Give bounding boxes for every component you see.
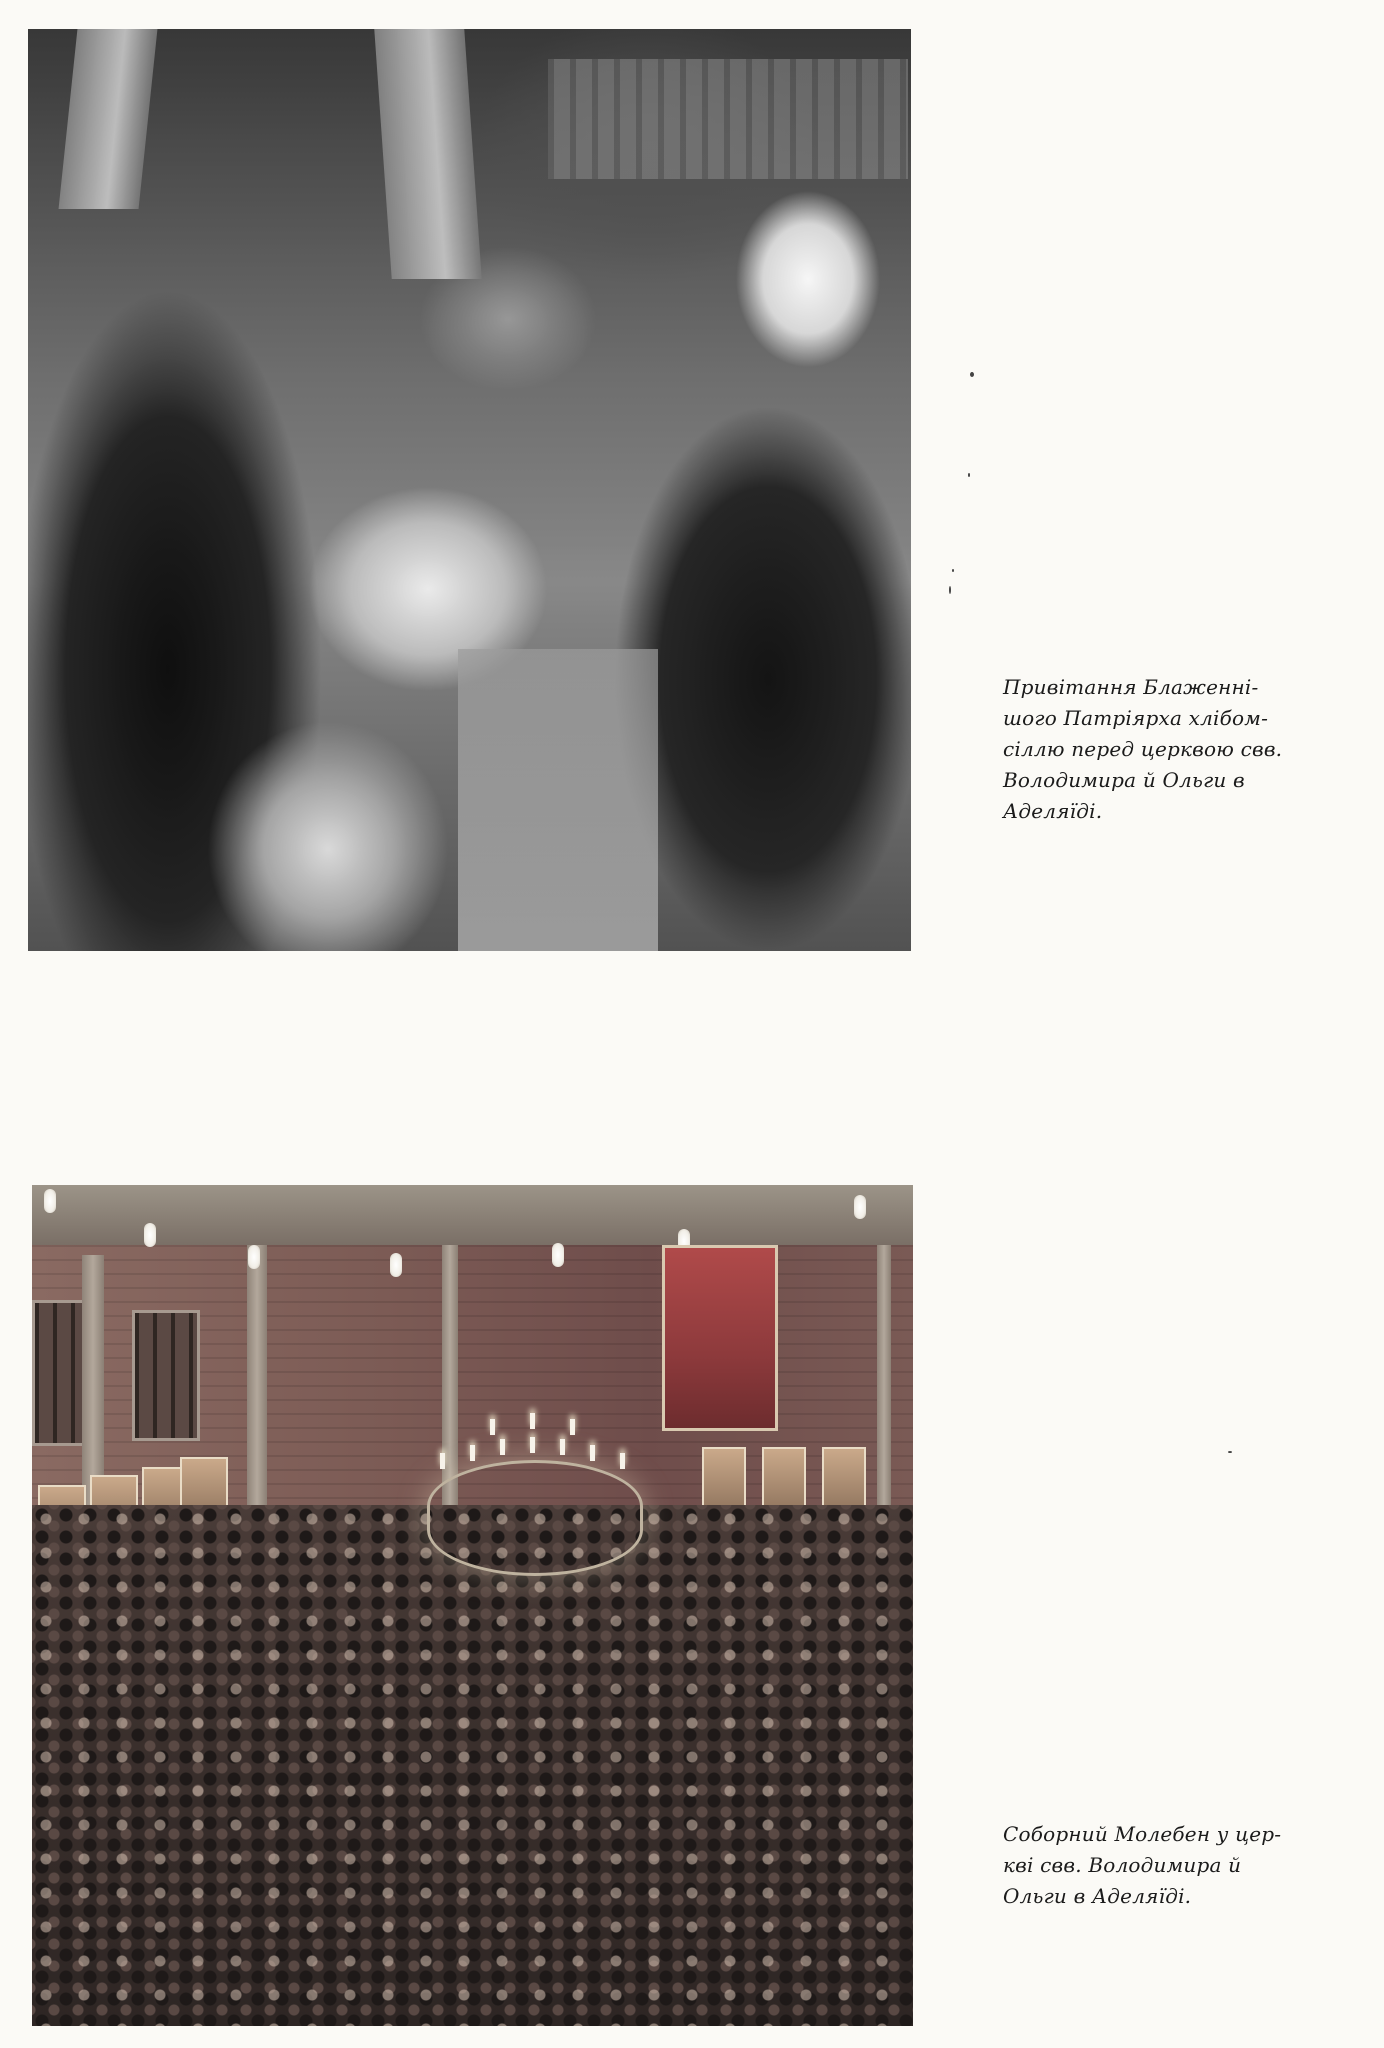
print-speck [952, 569, 954, 572]
photo-window [32, 1300, 86, 1446]
caption-photo-2: Соборний Молебен у цер- кві свв. Володимира й Ольги в Аделяїді. [1003, 1822, 1282, 1908]
photo-ceiling [32, 1185, 913, 1245]
chandelier-candle [560, 1439, 565, 1455]
chandelier-candle [530, 1437, 535, 1453]
photo-flag-left [59, 29, 158, 209]
print-speck [1228, 1451, 1232, 1453]
photo-window [132, 1310, 200, 1441]
photo-altar-icon [662, 1245, 778, 1431]
photo-fence [548, 59, 908, 179]
photo-ground [458, 649, 658, 951]
photo-ceiling-lamp [552, 1243, 564, 1267]
photo-chandelier [427, 1460, 643, 1576]
photo-ceiling-lamp [44, 1189, 56, 1213]
chandelier-candle [490, 1419, 495, 1435]
chandelier-candle [470, 1445, 475, 1461]
caption-photo-1: Привітання Блаженні- шого Патріярха хлібом- сіллю перед церквою свв. Володимира й Ольги в Аделяїді. [1003, 675, 1283, 823]
photo-ceiling-lamp [854, 1195, 866, 1219]
chandelier-candle [440, 1453, 445, 1469]
photo-ceiling-lamp [390, 1253, 402, 1277]
chandelier-candle [590, 1445, 595, 1461]
chandelier-candle [530, 1413, 535, 1429]
print-speck [968, 473, 970, 477]
chandelier-candle [500, 1439, 505, 1455]
photo-ceiling-lamp [144, 1223, 156, 1247]
photo-greeting-bread-salt [28, 29, 911, 951]
photo-ceiling-lamp [248, 1245, 260, 1269]
photo-cathedral-moleben [32, 1185, 913, 2026]
photo-congregation-highlights [32, 1505, 913, 2026]
chandelier-candle [620, 1453, 625, 1469]
print-speck [970, 372, 974, 377]
photo-flag-center [374, 29, 481, 279]
chandelier-candle [570, 1419, 575, 1435]
print-speck [949, 586, 951, 594]
